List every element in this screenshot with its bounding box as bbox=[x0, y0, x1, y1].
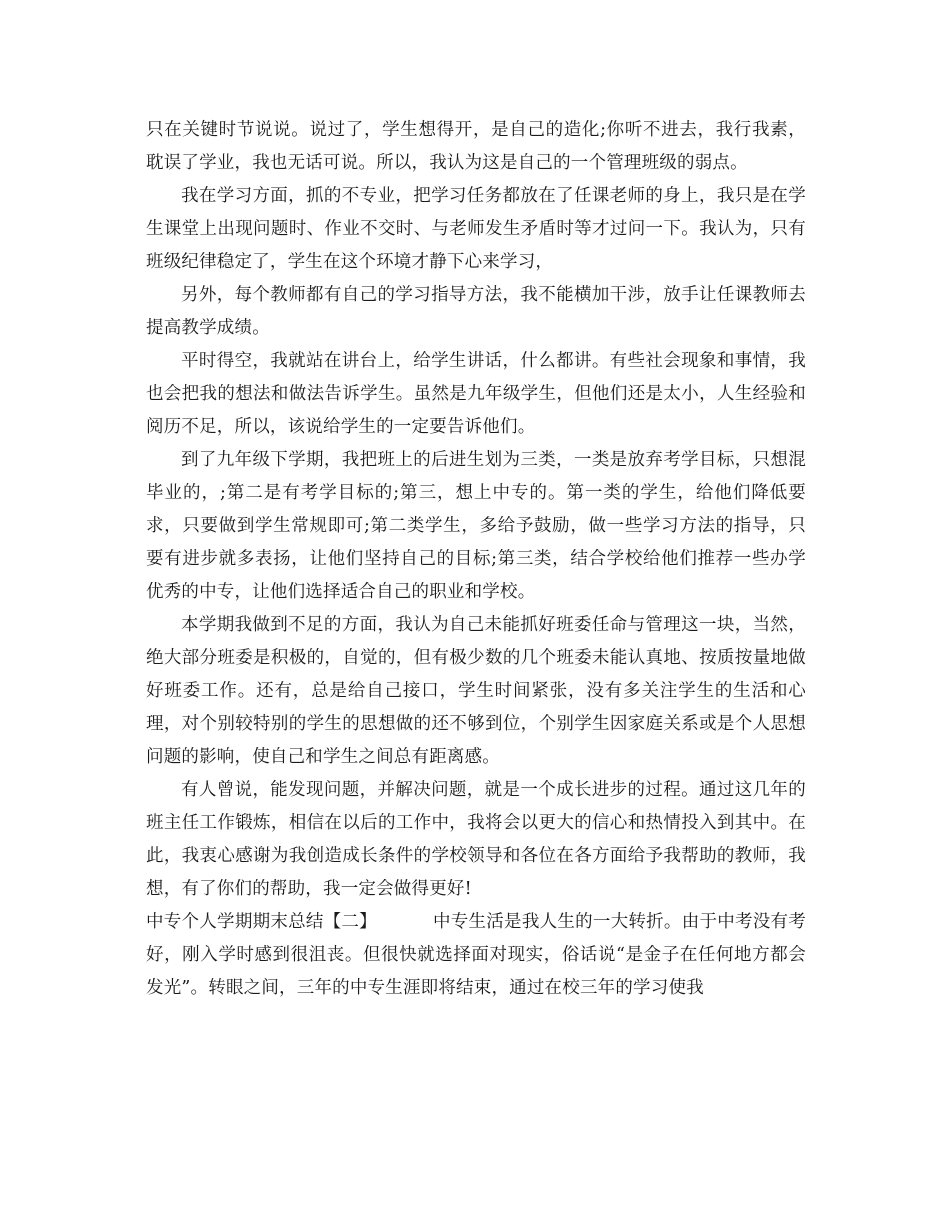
paragraph-3: 平时得空，我就站在讲台上，给学生讲话，什么都讲。有些社会现象和事情，我也会把我的想法和做法告诉学生。虽然是九年级学生，但他们还是太小，人生经验和阅历不足，所以，该说给学生的一定要告诉他们。 bbox=[146, 351, 806, 437]
paragraph-2: 另外，每个教师都有自己的学习指导方法，我不能横加干涉，放手让任课教师去提高教学成绩。 bbox=[146, 285, 806, 338]
document-body bbox=[146, 114, 806, 1005]
section-paragraph bbox=[146, 906, 806, 1005]
paragraph-1: 我在学习方面，抓的不专业，把学习任务都放在了任课老师的身上，我只是在学生课堂上出现问题时、作业不交时、与老师发生矛盾时等才过问一下。我认为，只有班级纪律稳定了，学生在这个环境才静下心来学习， bbox=[146, 186, 806, 272]
section-text: 中专生活是我人生的一大转折。由于中考没有考好，刚入学时感到很沮丧。但很快就选择面对现实，俗话说“是金子在任何地方都会发光”。转眼之间，三年的中专生涯即将结束，通过在校三年的学习使我 bbox=[146, 912, 806, 998]
paragraph-4: 到了九年级下学期，我把班上的后进生划为三类，一类是放弃考学目标，只想混毕业的，;第二是有考学目标的;第三，想上中专的。第一类的学生，给他们降低要求，只要做到学生常规即可;第二类学生，多给予鼓励，做一些学习方法的指导，只要有进步就多表扬，让他们坚持自己的目标;第三类，结合学校给他们推荐一些办学优秀的中专，让他们选择适合自己的职业和学校。 bbox=[146, 450, 806, 602]
paragraph-0: 只在关键时节说说。说过了，学生想得开，是自己的造化;你听不进去，我行我素，耽误了学业，我也无话可说。所以，我认为这是自己的一个管理班级的弱点。 bbox=[146, 120, 806, 173]
paragraph-6: 有人曾说，能发现问题，并解决问题，就是一个成长进步的过程。通过这几年的班主任工作锻炼，相信在以后的工作中，我将会以更大的信心和热情投入到其中。在此，我衷心感谢为我创造成长条件的学校领导和各位在各方面给予我帮助的教师，我想，有了你们的帮助，我一定会做得更好! bbox=[146, 780, 806, 899]
section-title: 中专个人学期期末总结【二】 bbox=[146, 912, 377, 932]
paragraph-5: 本学期我做到不足的方面，我认为自己未能抓好班委任命与管理这一块，当然，绝大部分班委是积极的，自觉的，但有极少数的几个班委未能认真地、按质按量地做好班委工作。还有，总是给自己接口，学生时间紧张，没有多关注学生的生活和心理，对个别较特别的学生的思想做的还不够到位，个别学生因家庭关系或是个人思想问题的影响，使自己和学生之间总有距离感。 bbox=[146, 615, 806, 767]
